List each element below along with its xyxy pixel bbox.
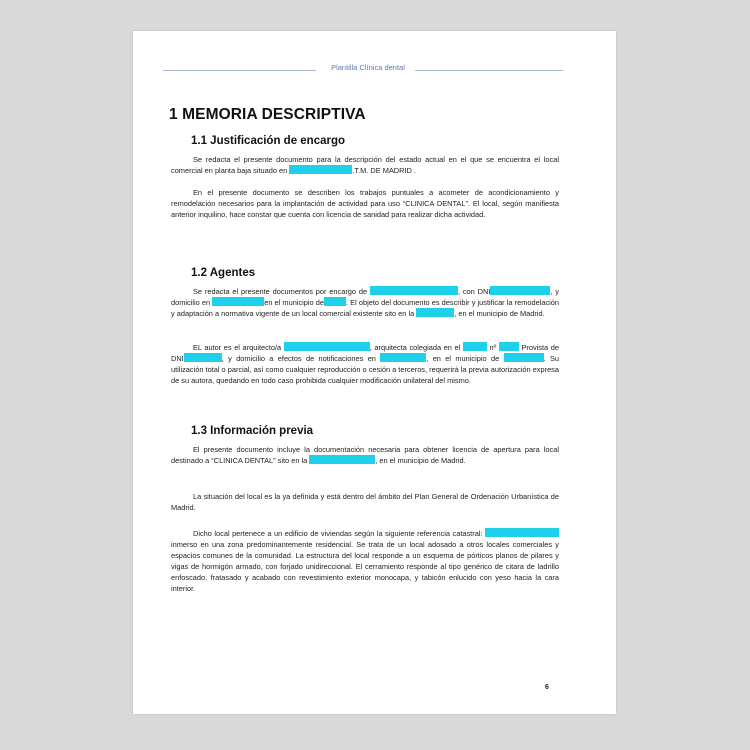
highlight-placeholder xyxy=(485,528,559,537)
page-number: 6 xyxy=(545,684,549,691)
paragraph-1-1-2 xyxy=(171,187,559,220)
text-run: Provista de DNI xyxy=(171,343,559,363)
text-run: , en el municipio de Madrid. xyxy=(375,456,466,465)
highlight-placeholder xyxy=(284,342,370,351)
text-run: , y domicilio en xyxy=(171,287,559,307)
section-heading-1-3: 1.3 Información previa xyxy=(191,425,314,437)
text-run: EL autor es el arquitecto/a xyxy=(193,343,284,352)
highlight-placeholder xyxy=(416,308,454,317)
paragraph-1-3-1 xyxy=(171,444,559,466)
text-run: en el municipio de xyxy=(264,298,324,307)
text-run: , arquitecta colegiada en el xyxy=(369,343,463,352)
highlight-placeholder xyxy=(380,353,426,362)
highlight-placeholder xyxy=(289,165,352,174)
text-run: Se redacta el presente documentos por encargo de xyxy=(193,287,370,296)
header-rule-left xyxy=(163,70,316,71)
running-header: Plantilla Clínica dental xyxy=(331,63,405,72)
text-run: , y domicilio a efectos de notificaciones en xyxy=(221,354,381,363)
paragraph-1-3-3 xyxy=(171,528,559,594)
text-run: El presente documento incluye la documentación necesaria para obtener licencia de apertura para local destinado a “CLINICA DENTAL” sito en la xyxy=(171,445,559,465)
paragraph-1-2-1 xyxy=(171,286,559,319)
header-rule-right xyxy=(415,70,563,71)
highlight-placeholder xyxy=(504,353,544,362)
paragraph-1-1-1 xyxy=(171,154,559,176)
text-run: inmerso en una zona predominantemente residencial. Se trata de un local adosado a otros locales comerciales y espacios comunes de la comunidad. La estructura del local responde a un esquema de pórticos planos de pilares y vigas de hormigón armado, con forjado unidireccional. El cerramiento responde al tipo genérico de citara de ladrillo enfoscado, fratasado y acabado con revestimiento exterior monocapa, y tabicón enlucido con yeso hacia la cara interior. xyxy=(171,540,559,593)
text-run: , en el municipio de xyxy=(426,354,504,363)
text-run: , con DNI xyxy=(457,287,491,296)
document-page xyxy=(133,31,616,714)
highlight-placeholder xyxy=(490,286,550,295)
text-run: , en el municipio de Madrid. xyxy=(454,309,545,318)
chapter-heading: 1 MEMORIA DESCRIPTIVA xyxy=(169,106,366,123)
text-run: nº xyxy=(486,343,499,352)
section-heading-1-1: 1.1 Justificación de encargo xyxy=(191,135,346,147)
text-run: Se redacta el presente documento para la descripción del estado actual en el que se encuentra el local comercial en planta baja situado en xyxy=(171,155,559,175)
section-heading-1-2: 1.2 Agentes xyxy=(191,267,256,279)
paragraph-1-3-2 xyxy=(171,491,559,513)
text-run: . Su utilización total o parcial, así como cualquier reproducción o cesión a terceros, requerirá la previa autorización expresa de su autora, quedando en todo caso prohibida cualquier modificación unilateral del mismo. xyxy=(171,354,559,385)
highlight-placeholder xyxy=(309,455,375,464)
highlight-placeholder xyxy=(463,342,487,351)
text-run: La situación del local es la ya definida y está dentro del ámbito del Plan General de Ordenación Urbanística de Madrid. xyxy=(171,492,559,512)
text-run: . El objeto del documento es describir y justificar la remodelación y adaptación a normativa vigente de un local comercial existente sito en la xyxy=(171,298,559,318)
highlight-placeholder xyxy=(499,342,519,351)
highlight-placeholder xyxy=(184,353,222,362)
text-run: Dicho local pertenece a un edificio de viviendas según la siguiente referencia catastral: xyxy=(193,529,485,538)
text-run: En el presente documento se describen los trabajos puntuales a acometer de acondicionamiento y remodelación necesarios para la implantación de actividad para uso “CLINICA DENTAL”. El local, según manifiesta anterior inquilino, hace constar que cuenta con licencia de sanidad para realizar dicha actividad. xyxy=(171,188,559,219)
highlight-placeholder xyxy=(370,286,458,295)
text-run: .T.M. DE MADRID . xyxy=(352,166,416,175)
highlight-placeholder xyxy=(324,297,346,306)
paragraph-1-2-2 xyxy=(171,342,559,386)
highlight-placeholder xyxy=(212,297,264,306)
